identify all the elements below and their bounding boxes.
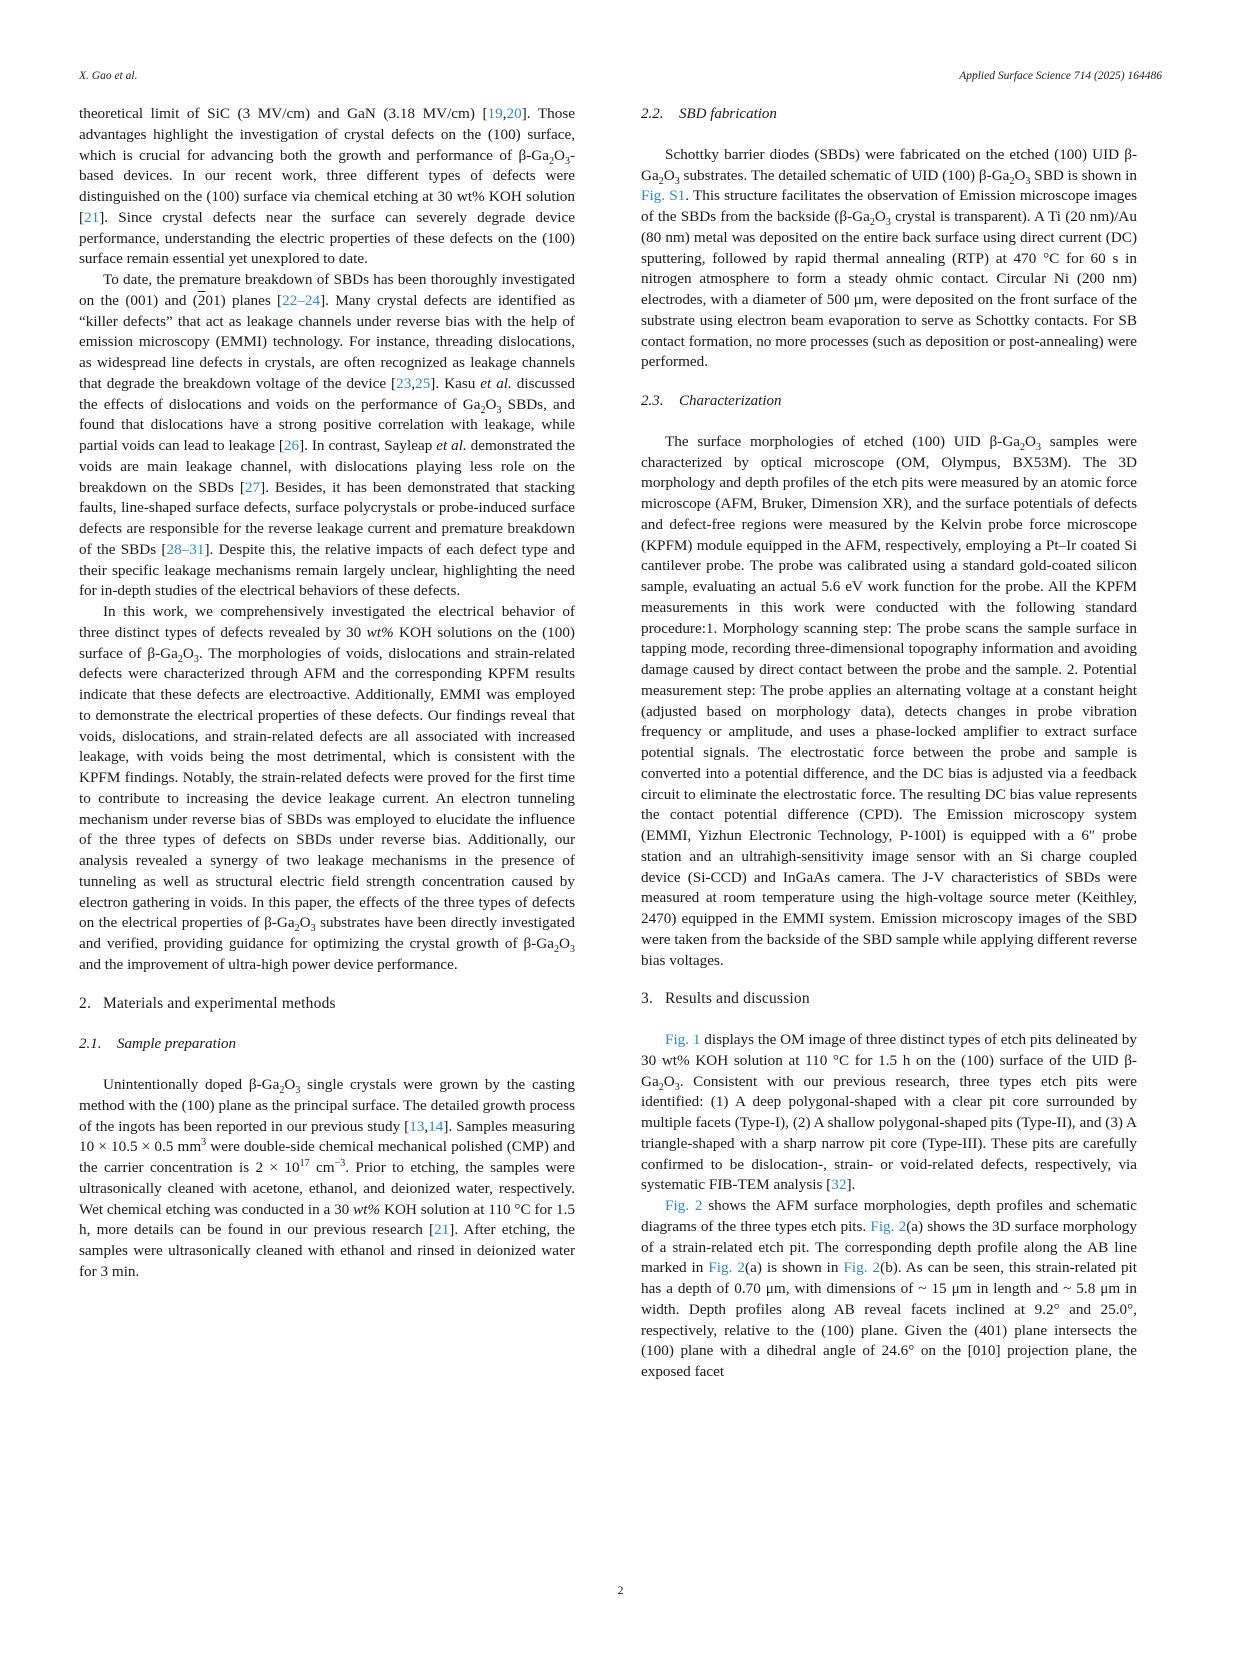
paragraph-breakdown-background: To date, the premature breakdown of SBDs has been thoroughly investigated on the (001) and (201) planes [22–24]. Many crystal defects are identified as “killer defects” that act as leakage channels under reverse bias with the help of emission microscopy (EMMI) technology. For instance, threading dislocations, as widespread line defects in crystals, are often recognized as leakage channels that degrade the breakdown voltage of the device [23,25]. Kasu et al. discussed the effects of dislocations and voids on the performance of $Ga_2O_3$ SBDs, and found that dislocations have a strong positive correlation with leakage, while partial voids can lead to leakage [26]. In contrast, Sayleap et al. demonstrated the voids are main leakage channel, with dislocations playing less role on the breakdown on the SBDs [27]. Besides, it has been demonstrated that stacking faults, line-shaped surface defects, surface polycrystals or probe-induced surface defects are responsible for the reverse leakage current and premature breakdown of the SBDs [28–31]. Despite this, the relative impacts of each defect type and their specific leakage mechanisms remain largely unclear, highlighting the need for in-depth studies of the electrical behaviors of these defects. [79, 271, 576, 600]
citation-link[interactable]: 13 [409, 1117, 425, 1135]
paragraph-intro-continued: theoretical limit of SiC (3 MV/cm) and GaN (3.18 MV/cm) [19,20]. Those advantages highlight the investigation of crystal defects on the (100) surface, which is crucial for advancing both the growth and performance of $\beta-Ga_2O_3$-based devices. In our recent work, three different types of defects were distinguished on the (100) surface via chemical etching at 30 wt% KOH solution [21]. Since crystal defects near the surface can severely degrade device performance, understanding the electric properties of these defects on the (100) surface remain essential yet unexplored to date. [79, 105, 575, 268]
figure-link[interactable]: Fig. 2 [843, 1259, 881, 1277]
figure-link[interactable]: Fig. 1 [665, 1031, 701, 1048]
citation-link[interactable]: 23 [396, 374, 412, 392]
citation-link[interactable]: 21 [84, 208, 100, 226]
paragraph-sample-preparation: Unintentionally doped $\beta-Ga_2O_3$ single crystals were grown by the casting method with the (100) plane as the principal surface. The detailed growth process of the ingots has been reported in our previous study [13,14]. Samples measuring 10 × 10.5 × 0.5 $mm^3$ were double-side chemical mechanical polished (CMP) and the carrier concentration is $2 \times 10^{17}$ $cm^{-3}$. Prior to etching, the samples were ultrasonically cleaned with acetone, ethanol, and deionized water, respectively. Wet chemical etching was conducted in a 30 wt% KOH solution at 110 °C for 1.5 h, more details can be found in our previous research [21]. After etching, the samples were ultrasonically cleaned with ethanol and rinsed in deionized water for 3 min. [79, 1076, 575, 1280]
figure-link[interactable]: Fig. 2 [665, 1197, 703, 1214]
citation-link[interactable]: 14 [428, 1117, 444, 1135]
figure-link[interactable]: Fig. 2 [870, 1217, 907, 1235]
right-column [641, 104, 1137, 1383]
citation-link[interactable]: 20 [506, 105, 522, 122]
running-head-journal: Applied Surface Science 714 (2025) 164486 [959, 70, 1162, 82]
page-number: 2 [617, 1583, 624, 1597]
citation-link[interactable]: 32 [831, 1176, 847, 1194]
paragraph-this-work: In this work, we comprehensively investigated the electrical behavior of three distinct types of defects revealed by 30 wt% KOH solutions on the (100) surface of $\beta-Ga_2O_3$. The morphologies of voids, dislocations and strain-related defects were characterized through AFM and the corresponding KPFM results indicate that these defects are electroactive. Additionally, EMMI was employed to demonstrate the electrical properties of these defects. Our findings reveal that voids, dislocations, and strain-related defects are all associated with increased leakage, with voids being the most detrimental, which is consistent with the KPFM findings. Notably, the strain-related defects were proved for the first time to contribute to increasing the device leakage current. An electron tunneling mechanism under reverse bias of SBDs was employed to elucidate the influence of the three types of defects on SBDs under reverse bias. Additionally, our analysis revealed a synergy of two leakage mechanisms in the presence of tunneling as well as structural electric field strength concentration caused by electron gathering in voids. In this paper, the effects of the three types of defects on the electrical properties of $\beta-Ga_2O_3$ substrates have been directly investigated and verified, providing guidance for optimizing the crystal growth of $\beta-Ga_2O_3$ and the improvement of ultra-high power device performance. [79, 603, 575, 973]
paragraph-fig2-description: Fig. 2 shows the AFM surface morphologies, depth profiles and schematic diagrams of the three types etch pits. Fig. 2(a) shows the 3D surface morphology of a strain-related etch pit. The corresponding depth profile along the AB line marked in Fig. 2(a) is shown in Fig. 2(b). As can be seen, this strain-related pit has a depth of 0.70 μm, with dimensions of ~ 15 μm in length and ~ 5.8 μm in width. Depth profiles along AB reveal facets inclined at 9.2° and 25.0°, respectively, relative to the (100) plane. Given the (401) plane intersects the (100) plane with a dihedral angle of 24.6° on the [010] projection plane, the exposed facet [641, 1197, 1137, 1380]
paragraph-fig1-description: Fig. 1 displays the OM image of three distinct types of etch pits delineated by 30 wt% KOH solution at 110 °C for 1.5 h on the (100) surface of the UID $\beta-Ga_2O_3$. Consistent with our previous research, three types etch pits were identified: (1) A deep polygonal-shaped with a clear pit core surrounded by multiple facets (Type-I), (2) A shallow polygonal-shaped pits (Type-II), and (3) A triangle-shaped with a sharp narrow pit core (Type-III). These pits are carefully confirmed to be dislocation-, strain- or void-related defects, respectively, via systematic FIB-TEM analysis [32]. [641, 1031, 1137, 1194]
citation-link[interactable]: 19 [487, 105, 503, 122]
subsection-heading-characterization: 2.3. Characterization [641, 393, 782, 409]
figure-link[interactable]: Fig. S1 [641, 187, 686, 205]
citation-link[interactable]: 22–24 [282, 291, 321, 309]
figure-link[interactable]: Fig. 2 [708, 1259, 746, 1277]
section-heading-materials-methods: 2. Materials and experimental methods [79, 994, 336, 1012]
left-column [79, 104, 575, 1283]
paragraph-sbd-fabrication: Schottky barrier diodes (SBDs) were fabricated on the etched (100) UID $\beta-Ga_2O_3$ substrates. The detailed schematic of UID (100) $\beta-Ga_2O_3$ SBD is shown in Fig. S1. This structure facilitates the observation of Emission microscope images of the SBDs from the backside ($\beta-Ga_2O_3$ crystal is transparent). A Ti (20 nm)/Au (80 nm) metal was deposited on the entire back surface using direct current (DC) sputtering, followed by rapid thermal annealing (RTP) at 470 °C for 60 s in nitrogen atmosphere to form a steady ohmic contact. Circular Ni (200 nm) electrodes, with a diameter of 500 μm, were deposited on the front surface of the substrate using electron beam evaporation to serve as Schottky contacts. For SB contact formation, no more processes (such as deposition or post-annealing) were performed. [641, 145, 1137, 371]
citation-link[interactable]: 26 [283, 437, 300, 454]
subsection-heading-sbd-fabrication: 2.2. SBD fabrication [641, 106, 777, 122]
citation-link[interactable]: 27 [244, 478, 261, 496]
citation-link[interactable]: 28–31 [166, 540, 205, 558]
subsection-heading-sample-preparation: 2.1. Sample preparation [79, 1036, 237, 1053]
running-head-authors: X. Gao et al. [79, 70, 138, 82]
paragraph-characterization: The surface morphologies of etched (100) UID $\beta-Ga_2O_3$ samples were characterized by optical microscope (OM, Olympus, BX53M). The 3D morphology and depth profiles of the etch pits were measured by an atomic force microscope (AFM, Bruker, Dimension XR), and the surface potentials of defects and defect-free regions were measured by the Kelvin probe force microscope (KPFM) module equipped in the AFM, respectively, employing a Pt–Ir coated Si cantilever probe. The probe was calibrated using a standard gold-coated silicon sample, evaluating an actual 5.6 eV work function for the probe. All the KPFM measurements in this work were conducted with the following standard procedure:1. Morphology scanning step: The probe scans the sample surface in tapping mode, recording three-dimensional topography information and avoiding damage caused by direct contact between the probe and the sample. 2. Potential measurement step: The probe applies an alternating voltage at a constant height (adjusted based on morphology data), detects changes in probe vibration frequency or amplitude, and uses a phase-locked amplifier to extract surface potential signals. The electrostatic force between the probe and sample is converted into a potential difference, and the DC bias is adjusted via a feedback circuit to eliminate the electrostatic force. The resulting DC bias value represents the contact potential difference (CPD). The Emission microscopy system (EMMI, Yizhun Electronic Technology, P-100I) is equipped with a 6″ probe station and an ultrahigh-sensitivity image sensor with an Si charge coupled device (Si-CCD) and InGaAs camera. The J-V characteristics of SBDs were measured at room temperature using the high-voltage source meter (Keithley, 2470) equipped in the EMMI system. Emission microscopy images of the SBD were taken from the backside of the SBD sample while applying different reverse bias voltages. [641, 432, 1137, 969]
citation-link[interactable]: 25 [415, 374, 431, 392]
section-heading-results-discussion: 3. Results and discussion [641, 990, 810, 1008]
citation-link[interactable]: 21 [434, 1221, 450, 1239]
